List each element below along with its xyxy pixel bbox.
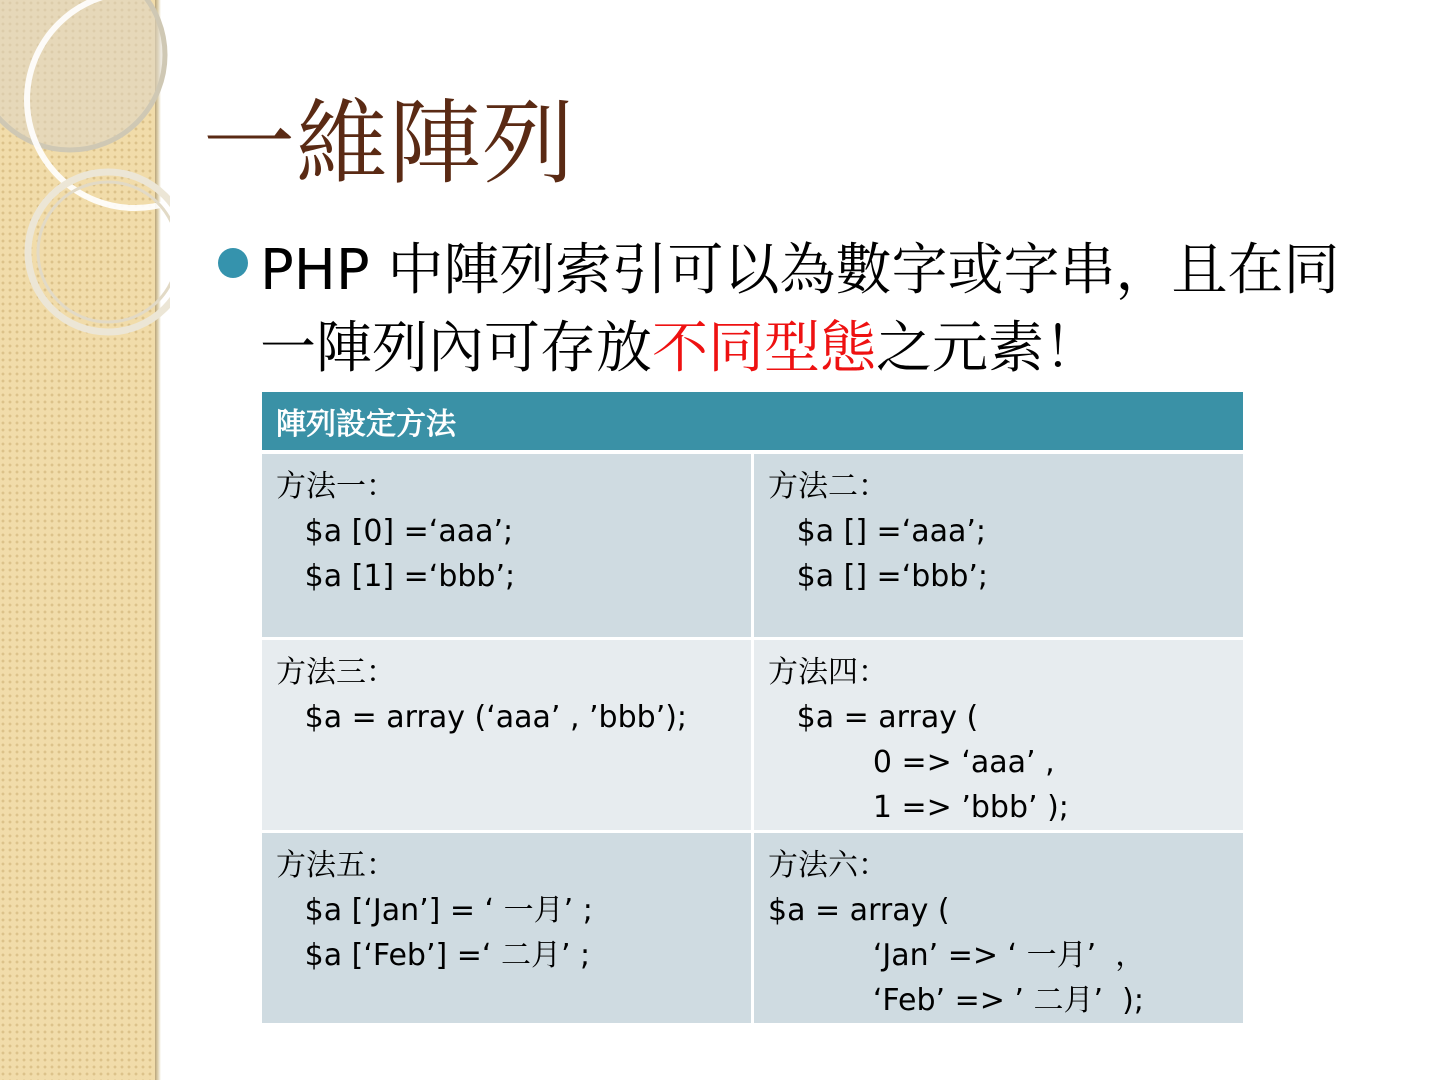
bullet-highlight: 不同型態: [652, 316, 876, 381]
code-line: ‘Feb’ => ’ 二月’ );: [768, 982, 1144, 1018]
code-line: $a [0] =‘aaa’;: [276, 514, 514, 549]
bullet-text-start: PHP 中陣列索引可以為數字或字串，且在同一陣列內可存放: [260, 238, 1340, 381]
table-row: [262, 831, 1243, 1023]
code-line: $a = array (: [768, 892, 950, 928]
table-header: 陣列設定方法: [262, 392, 1243, 452]
code-line: $a = array (‘aaa’ , ’bbb’);: [276, 699, 688, 735]
code-line: $a [] =‘bbb’;: [768, 559, 989, 594]
code-line: $a [‘Jan’] = ‘ 一月’ ;: [276, 892, 593, 928]
methods-table: [262, 392, 1243, 1023]
code-line: 0 => ‘aaa’ ,: [768, 744, 1055, 780]
method-label: 方法四：: [768, 654, 888, 690]
code-line: $a = array (: [768, 699, 979, 735]
method-cell: [262, 831, 753, 1023]
method-label: 方法一：: [276, 469, 396, 504]
decorative-rings: [0, 0, 170, 360]
method-label: 方法三：: [276, 654, 396, 690]
method-cell: [753, 638, 1244, 831]
method-label: 方法五：: [276, 847, 396, 883]
method-label: 方法二：: [768, 469, 888, 504]
method-cell: [262, 638, 753, 831]
method-label: 方法六：: [768, 847, 888, 883]
method-cell: [262, 452, 753, 638]
bullet-text: [260, 232, 1380, 388]
slide-title: 一維陣列: [203, 90, 576, 197]
bullet-text-end: 之元素！: [876, 316, 1100, 381]
table-row: [262, 638, 1243, 831]
code-line: $a [‘Feb’] =‘ 二月’ ;: [276, 937, 591, 973]
method-cell: [753, 452, 1244, 638]
bullet-dot-icon: [218, 248, 248, 278]
method-cell: [753, 831, 1244, 1023]
code-line: $a [] =‘aaa’;: [768, 514, 987, 549]
table-row: [262, 452, 1243, 638]
code-line: $a [1] =‘bbb’;: [276, 559, 516, 594]
code-line: ‘Jan’ => ‘ 一月’ ，: [768, 937, 1146, 973]
code-line: 1 => ’bbb’ );: [768, 789, 1069, 825]
